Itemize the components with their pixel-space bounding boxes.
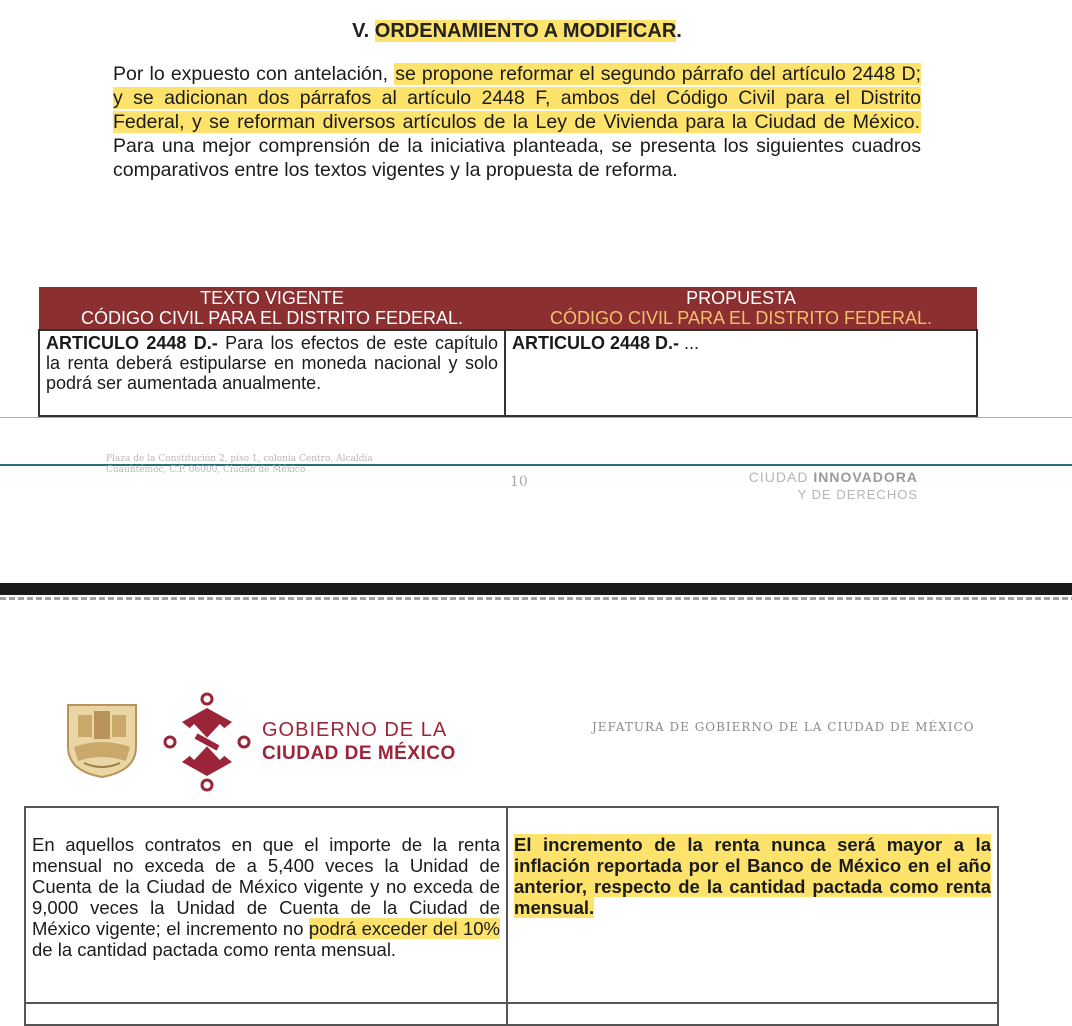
footer-brand-innovadora: INNOVADORA [813, 469, 918, 485]
table2-next-right-cell [507, 1003, 998, 1025]
footer-address: Plaza de la Constitución 2, piso 1, colonia Centro, Alcaldía Cuauhtémoc, C.P. 06000, Ciudad de México [106, 454, 373, 475]
table2-left-highlight: podrá exceder del 10% [308, 918, 500, 939]
intro-text-2: Para una mejor comprensión de la iniciativa planteada, se presenta los siguientes cuadros comparativos entre los textos vigentes y la propuesta de reforma. [113, 135, 921, 181]
table1-right-article: ARTICULO 2448 D.- [512, 333, 680, 353]
cdmx-logo-icon [162, 692, 252, 792]
page-number: 10 [510, 474, 528, 490]
section-number: V. [352, 20, 370, 42]
table1-left-cell [39, 330, 505, 416]
gov-name-line-2: CIUDAD DE MÉXICO [262, 743, 456, 764]
divider-line [0, 417, 1072, 418]
table1-right-header-title: PROPUESTA [686, 288, 796, 308]
table1-right-header-law: CÓDIGO CIVIL PARA EL DISTRITO FEDERAL. [549, 308, 933, 328]
section-title-period: . [676, 20, 682, 42]
gov-name-line-1: GOBIERNO DE LA [262, 719, 448, 741]
coat-of-arms-icon [64, 701, 140, 779]
table2-left-cell [25, 807, 507, 1003]
table2-next-row [25, 1003, 998, 1025]
table2-left-text-b: de la cantidad pactada como renta mensual. [32, 939, 397, 960]
section-title-text: ORDENAMIENTO A MODIFICAR [374, 20, 677, 42]
footer-brand [716, 468, 918, 504]
comparison-table-1 [38, 287, 978, 417]
table1-left-text: Para los efectos de este capítulo la renta deberá estipularse en moneda nacional y solo podrá ser aumentada anualmente. [46, 333, 498, 393]
table1-right-header [505, 287, 977, 330]
comparison-table-2 [24, 806, 999, 1026]
table1-left-header [39, 287, 505, 330]
intro-highlight: se propone reformar el segundo párrafo del artículo 2448 D; y se adicionan dos párrafos al artículo 2448 F, ambos del Código Civil para el Distrito Federal, y se reforman diversos artículos de la Ley de Vivienda para la Ciudad de México. [113, 63, 921, 133]
page-break-band [0, 583, 1072, 595]
table1-left-article: ARTICULO 2448 D.- [46, 333, 218, 353]
page-break-dashes [0, 597, 1072, 600]
table2-right-cell [507, 807, 998, 1003]
table1-right-cell [505, 330, 977, 416]
table2-right-text: El incremento de la renta nunca será mayor a la inflación reportada por el Banco de México en el año anterior, respecto de la cantidad pactada como renta mensual. [514, 834, 991, 918]
jefatura-heading: JEFATURA DE GOBIERNO DE LA CIUDAD DE MÉXICO [592, 720, 975, 734]
table1-header-row [39, 287, 977, 330]
section-title [0, 20, 1034, 43]
table2-next-left-cell [25, 1003, 507, 1025]
table2-left-text-a: En aquellos contratos en que el importe de la renta mensual no exceda de a 5,400 veces la Unidad de Cuenta de la Ciudad de México vigente y no exceda de 9,000 veces la Unidad de Cuenta de la Ciudad de México vigente; el incremento no [32, 834, 500, 939]
footer-brand-derechos: Y DE DERECHOS [797, 487, 918, 502]
intro-text-1: Por lo expuesto con antelación, [113, 63, 389, 85]
table1-left-header-title: TEXTO VIGENTE [200, 288, 344, 308]
table1-left-header-law: CÓDIGO CIVIL PARA EL DISTRITO FEDERAL. [80, 308, 464, 328]
table1-body-row [39, 330, 977, 416]
footer-brand-ciudad: CIUDAD [748, 469, 814, 485]
table2-row [25, 807, 998, 1003]
table1-right-text: ... [684, 333, 700, 353]
intro-paragraph [113, 62, 921, 182]
